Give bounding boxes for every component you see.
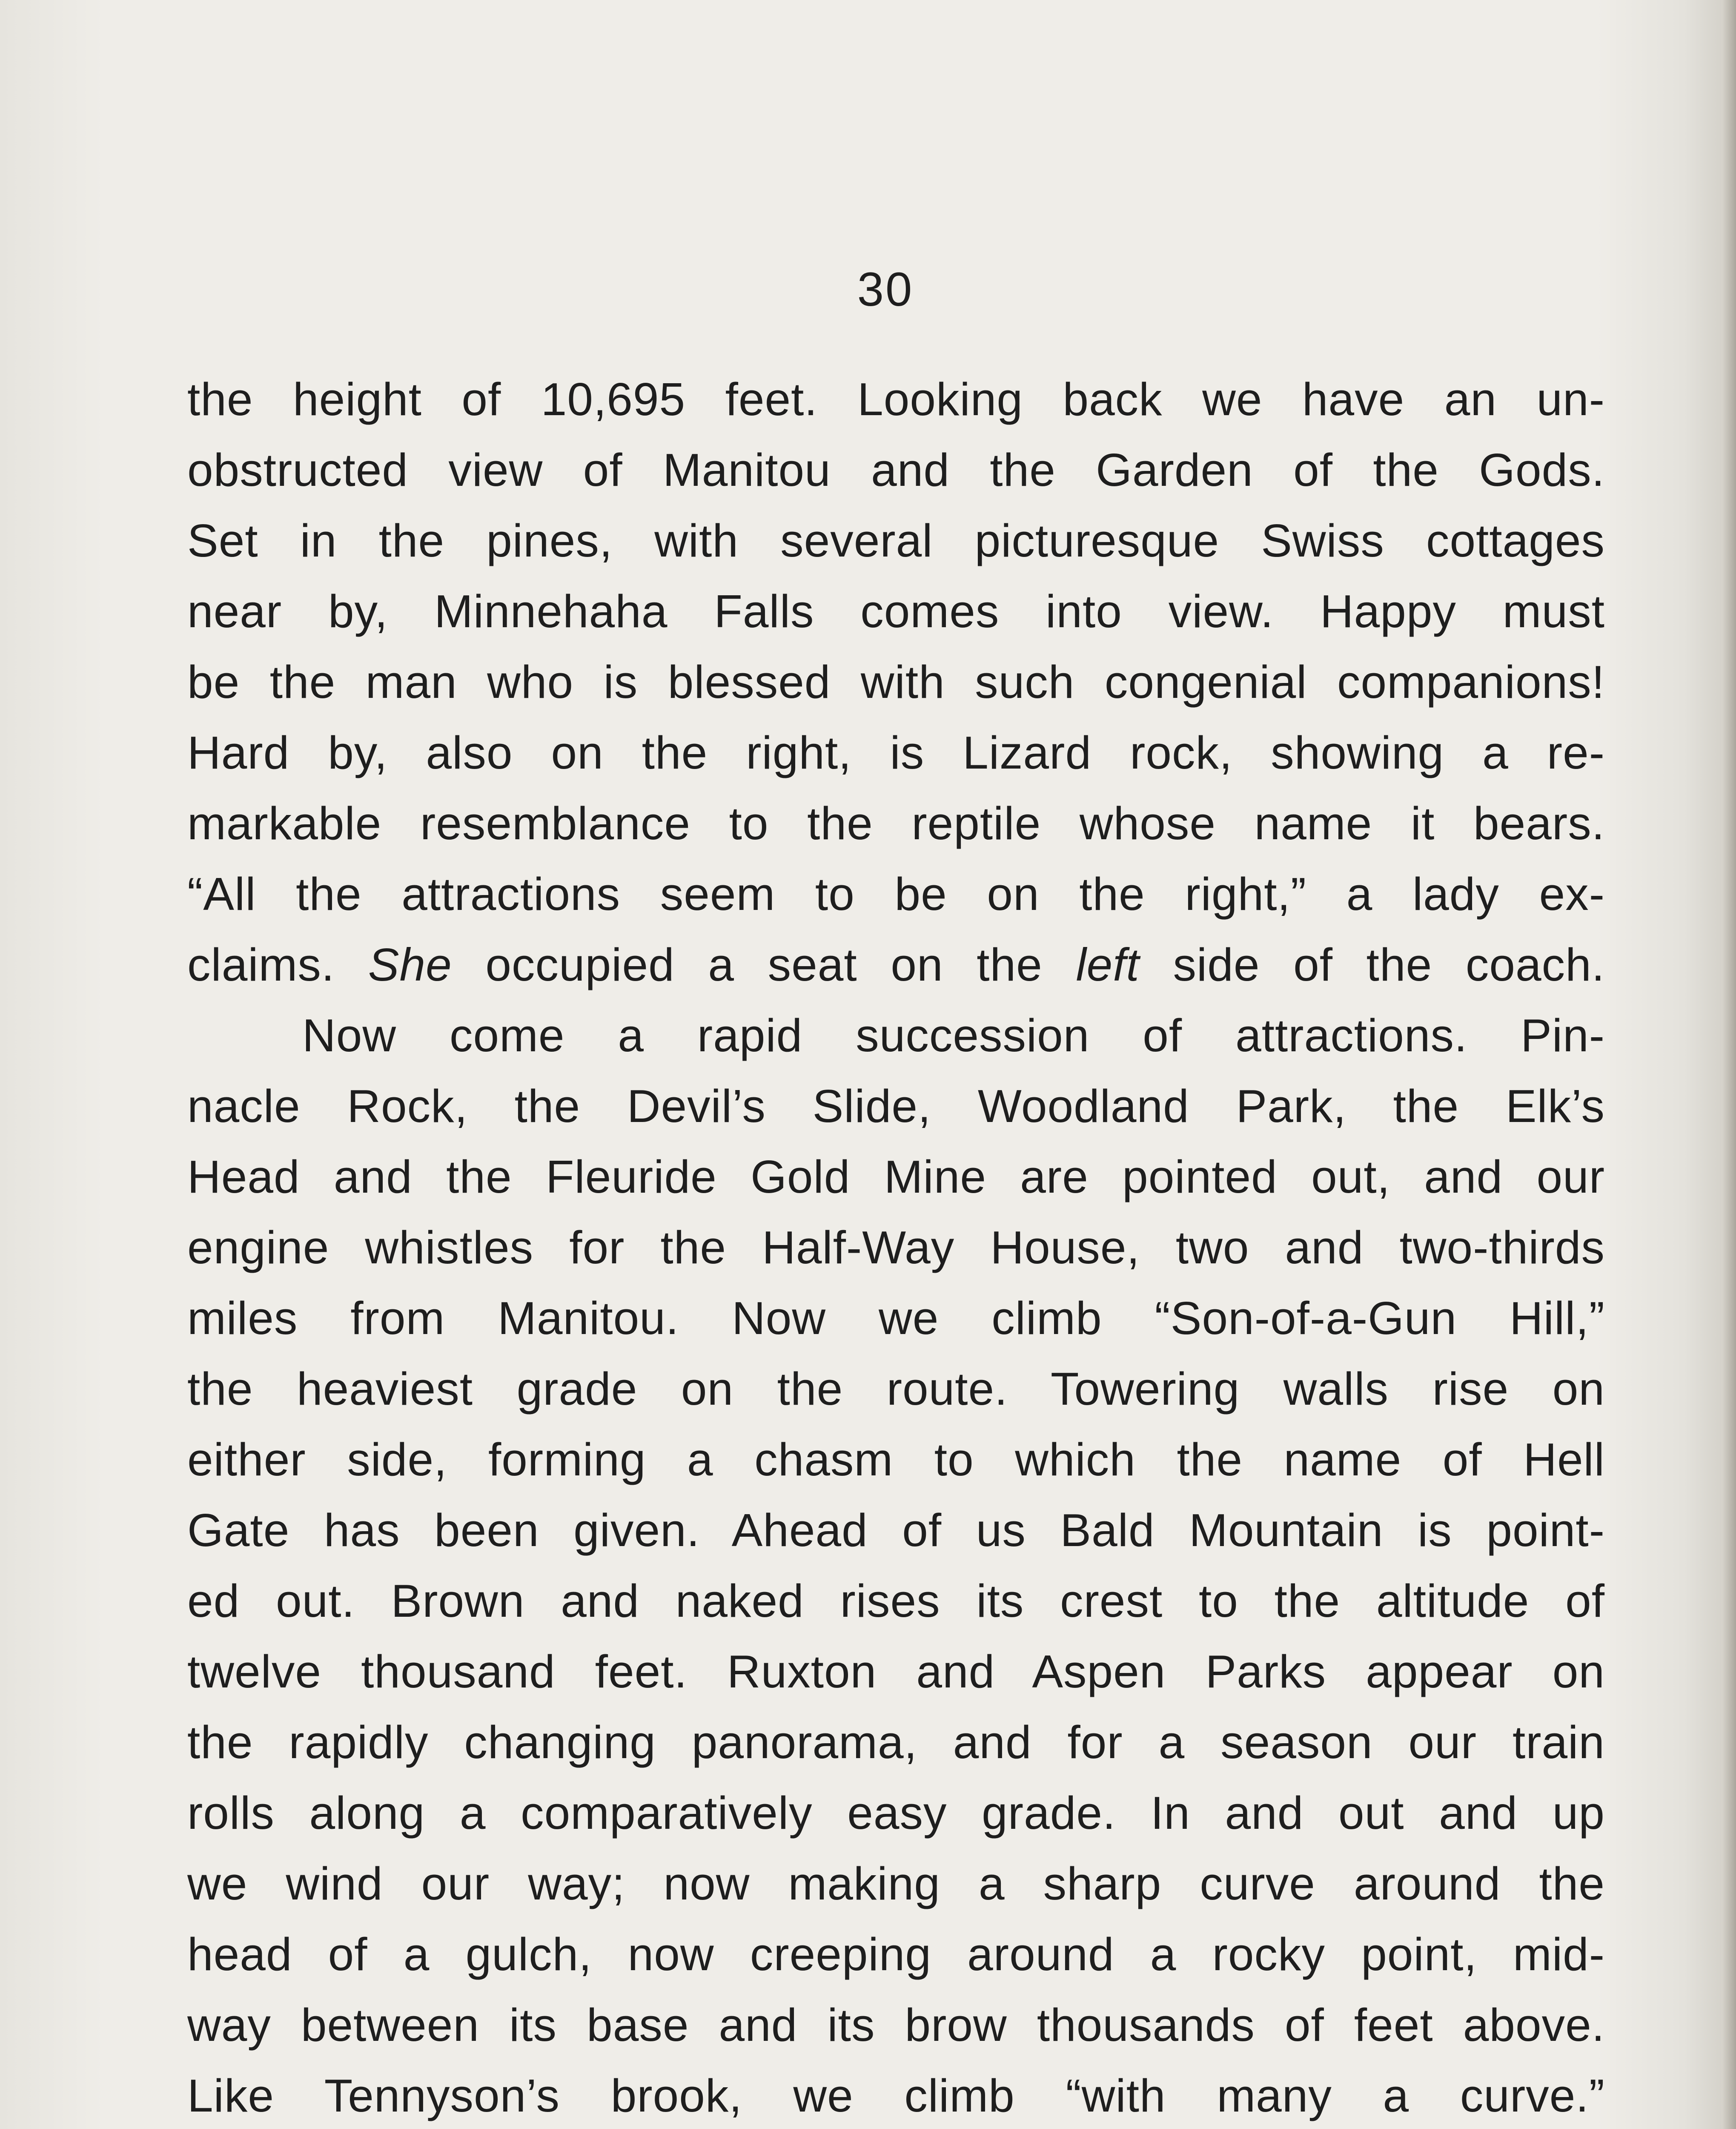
- text-segment: we wind our way; now making a sharp curve around the: [187, 1858, 1605, 1910]
- text-segment: near by, Minnehaha Falls comes into view. Happy must: [187, 585, 1605, 637]
- italic-text: She: [368, 939, 452, 991]
- text-segment: Head and the Fleuride Gold Mine are pointed out, and our: [187, 1151, 1605, 1203]
- text-line: [187, 1990, 1605, 2060]
- page-number: 30: [857, 263, 914, 316]
- text-line: [187, 505, 1605, 576]
- text-segment: either side, forming a chasm to which the name of Hell: [187, 1434, 1605, 1486]
- page-edge-shadow: [1722, 0, 1736, 2129]
- text-line: [187, 1071, 1605, 1142]
- text-line: [187, 1354, 1605, 1424]
- text-segment: obstructed view of Manitou and the Garden of the Gods.: [187, 444, 1605, 496]
- text-segment: the heaviest grade on the route. Towering walls rise on: [187, 1363, 1605, 1415]
- text-line: [187, 1778, 1605, 1848]
- text-line: [187, 1212, 1605, 1283]
- text-line: [187, 1424, 1605, 1495]
- text-segment: Like Tennyson’s brook, we climb “with many a curve.”: [187, 2070, 1605, 2122]
- text-line: [187, 1848, 1605, 1919]
- text-line: [187, 364, 1605, 435]
- text-line: [187, 1495, 1605, 1566]
- text-segment: claims.: [187, 939, 368, 991]
- text-line: [187, 717, 1605, 788]
- text-segment: be the man who is blessed with such congenial companions!: [187, 656, 1605, 708]
- text-line: [187, 2060, 1605, 2129]
- text-segment: the height of 10,695 feet. Looking back we have an un-: [187, 373, 1605, 425]
- text-line: [187, 788, 1605, 859]
- text-line: [187, 1142, 1605, 1212]
- text-segment: Hard by, also on the right, is Lizard rock, showing a re-: [187, 727, 1605, 779]
- text-segment: rolls along a comparatively easy grade. In and out and up: [187, 1787, 1605, 1839]
- text-segment: miles from Manitou. Now we climb “Son-of-a-Gun Hill,”: [187, 1292, 1605, 1344]
- text-segment: occupied a seat on the: [452, 939, 1076, 991]
- text-segment: Set in the pines, with several picturesque Swiss cottages: [187, 515, 1605, 567]
- text-line: [187, 435, 1605, 505]
- text-segment: nacle Rock, the Devil’s Slide, Woodland Park, the Elk’s: [187, 1080, 1605, 1132]
- text-segment: twelve thousand feet. Ruxton and Aspen Parks appear on: [187, 1646, 1605, 1698]
- text-line: [187, 1919, 1605, 1990]
- text-segment: way between its base and its brow thousands of feet above.: [187, 1999, 1605, 2051]
- text-line: [187, 1636, 1605, 1707]
- text-segment: Gate has been given. Ahead of us Bald Mountain is point-: [187, 1504, 1605, 1556]
- text-segment: Now come a rapid succession of attractions. Pin-: [302, 1010, 1605, 1062]
- text-line: [187, 1283, 1605, 1354]
- text-line: [187, 576, 1605, 647]
- text-line: [187, 1566, 1605, 1636]
- text-line: [187, 647, 1605, 717]
- text-line: [187, 930, 1605, 1000]
- text-segment: head of a gulch, now creeping around a rocky point, mid-: [187, 1928, 1605, 1980]
- text-segment: ed out. Brown and naked rises its crest to the altitude of: [187, 1575, 1605, 1627]
- body-text: [187, 364, 1605, 2129]
- italic-text: left: [1076, 939, 1140, 991]
- text-line: [187, 1000, 1605, 1071]
- text-segment: the rapidly changing panorama, and for a season our train: [187, 1716, 1605, 1768]
- text-line: [187, 859, 1605, 930]
- text-segment: side of the coach.: [1139, 939, 1605, 991]
- text-segment: “All the attractions seem to be on the right,” a lady ex-: [187, 868, 1605, 920]
- text-line: [187, 1707, 1605, 1778]
- text-segment: engine whistles for the Half-Way House, two and two-thirds: [187, 1222, 1605, 1274]
- text-segment: markable resemblance to the reptile whose name it bears.: [187, 798, 1605, 849]
